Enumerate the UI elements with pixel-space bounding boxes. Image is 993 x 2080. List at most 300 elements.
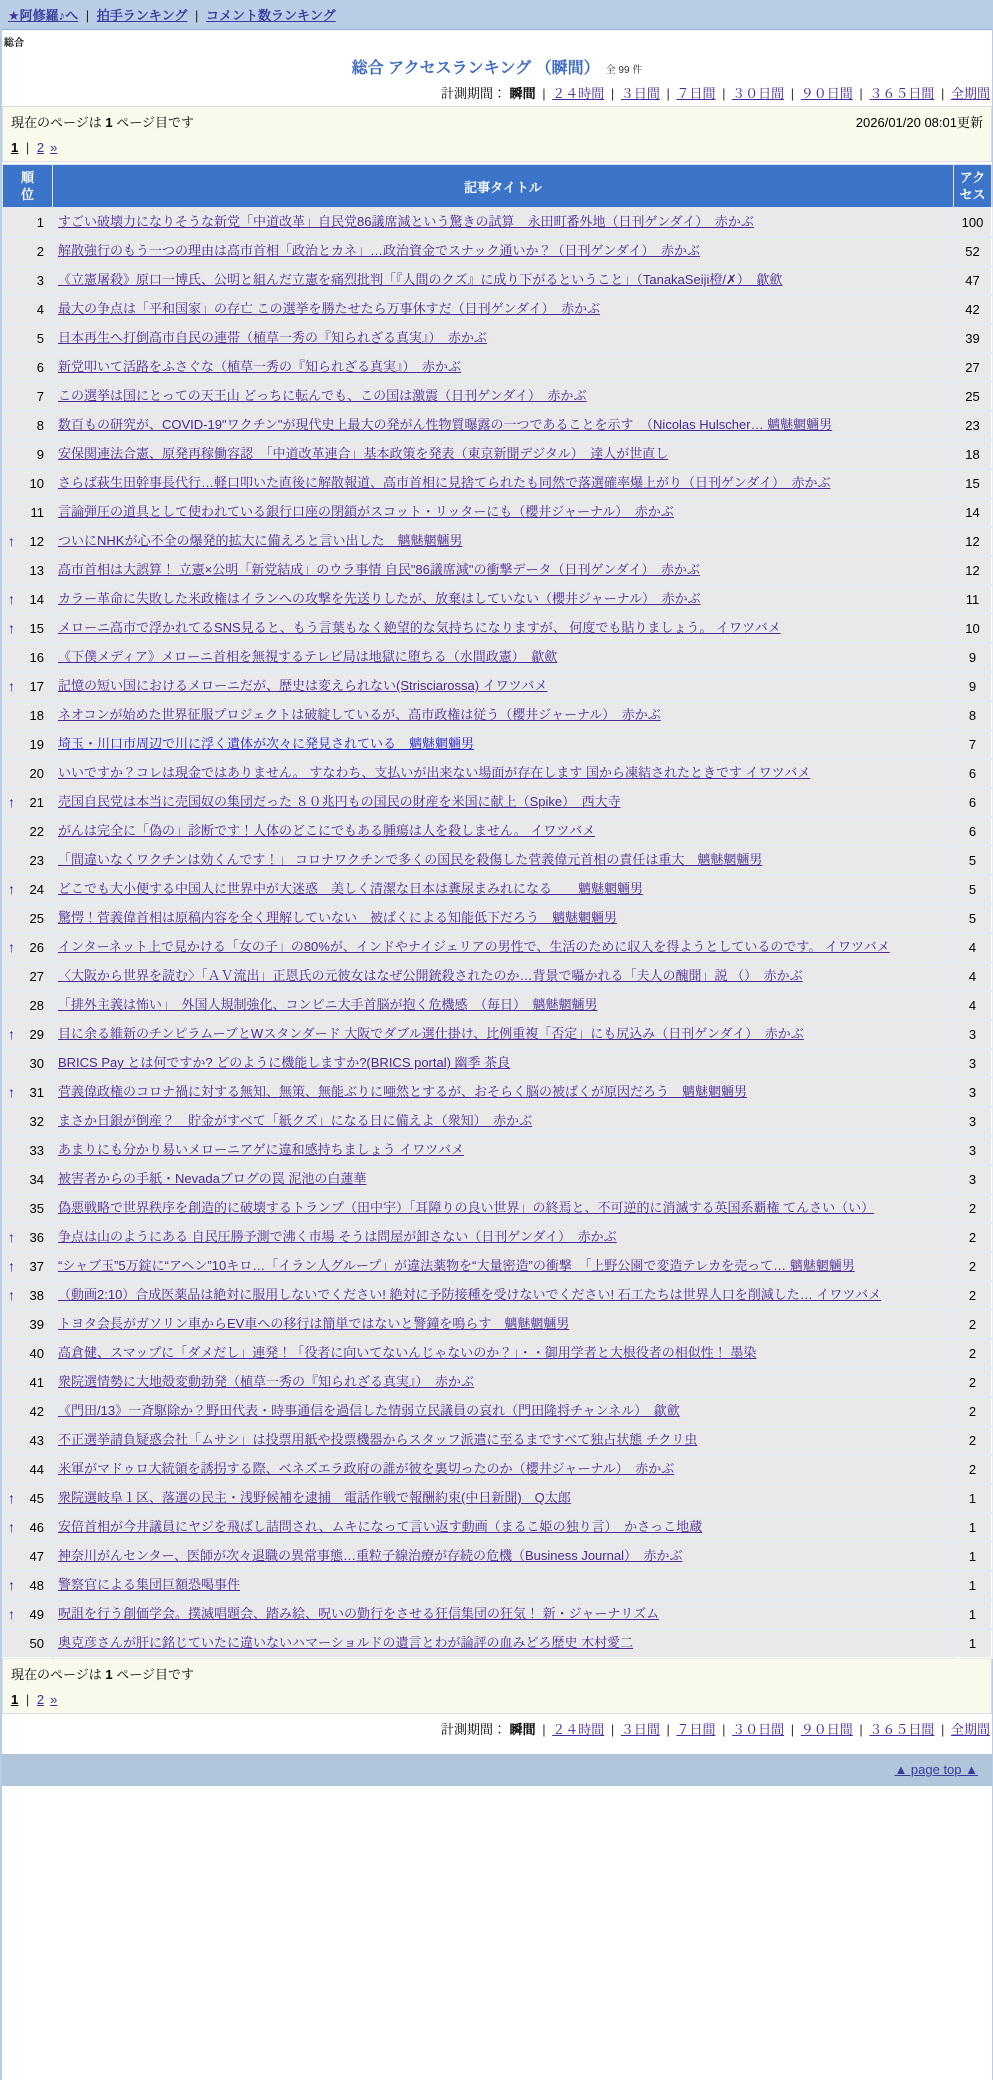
access-count: 1 — [954, 1484, 992, 1513]
article-link[interactable]: 売国自民党は本当に売国奴の集団だった ８０兆円もの国民の財産を米国に献上（Spike） 西大寺 — [58, 794, 621, 809]
title-cell — [53, 1020, 954, 1049]
article-link[interactable]: 解散強行のもう一つの理由は高市首相「政治とカネ」…政治資金でスナック通いか？（日刊ゲンダイ） 赤かぶ — [58, 243, 700, 258]
table-row — [3, 788, 992, 817]
pagination-page-link[interactable]: 2 — [36, 140, 45, 155]
rank-number: 11 — [30, 504, 44, 520]
title-cell — [53, 440, 954, 469]
article-link[interactable]: いいですか？コレは現金ではありません。 すなわち、支払いが出来ない場面が存在します 国から凍結されたときです イワツバメ — [58, 765, 811, 780]
article-link[interactable]: 新党叩いて活路をふさぐな（植草一秀の『知られざる真実』） 赤かぶ — [58, 359, 462, 374]
rank-wrap — [8, 389, 47, 404]
rank-wrap — [8, 1577, 47, 1593]
rank-number: 3 — [36, 272, 44, 288]
rank-cell — [3, 1194, 53, 1223]
title-cell — [53, 324, 954, 353]
rank-up-icon: ↑ — [8, 1287, 15, 1303]
pagination-next-link[interactable]: » — [50, 1692, 58, 1707]
rank-cell — [3, 411, 53, 440]
title-cell — [53, 1339, 954, 1368]
title-cell — [53, 585, 954, 614]
title-cell — [53, 904, 954, 933]
table-row — [3, 266, 992, 295]
rank-wrap — [8, 1026, 47, 1042]
rank-number: 8 — [36, 417, 44, 433]
pagination-current-page: 1 — [11, 1692, 19, 1707]
period-link[interactable]: 全期間 — [950, 86, 990, 101]
period-separator: | — [607, 1722, 618, 1737]
rank-number: 19 — [29, 736, 44, 752]
rank-cell — [3, 1281, 53, 1310]
top-nav-link-3[interactable]: コメント数ランキング — [206, 8, 336, 23]
pagination-next-link[interactable]: » — [50, 140, 58, 155]
table-row — [3, 353, 992, 382]
rank-number: 39 — [29, 1316, 44, 1332]
access-count: 52 — [954, 237, 992, 266]
rank-cell — [3, 1020, 53, 1049]
rank-number: 7 — [36, 388, 44, 404]
article-link[interactable]: ネオコンが始めた世界征服プロジェクトは破綻しているが、高市政権は従う（櫻井ジャーナル） 赤かぶ — [58, 707, 661, 722]
access-count: 6 — [954, 759, 992, 788]
period-link[interactable]: ９０日間 — [800, 1722, 853, 1737]
article-link[interactable]: ついにNHKが心不全の爆発的拡大に備えろと言い出した 魑魅魍魎男 — [58, 533, 463, 548]
current-page-number: 1 — [105, 115, 113, 130]
article-link[interactable]: 偽悪戦略で世界秩序を創造的に破壊するトランプ（田中宇）「耳障りの良い世界」の終焉と、不可逆的に消滅する英国系覇権 てんさい（い） — [58, 1200, 875, 1215]
period-separator: | — [718, 1722, 730, 1737]
pagination-top — [11, 140, 983, 155]
title-cell — [53, 1513, 954, 1542]
period-link[interactable]: 全期間 — [950, 1722, 990, 1737]
rank-cell — [3, 1107, 53, 1136]
title-cell — [53, 1542, 954, 1571]
access-count: 2 — [954, 1223, 992, 1252]
article-link[interactable]: この選挙は国にとっての天王山 どっちに転んでも、この国は激震（日刊ゲンダイ） 赤かぶ — [58, 388, 587, 403]
rank-number: 21 — [29, 794, 44, 810]
rank-up-icon: ↑ — [8, 794, 15, 810]
access-count: 4 — [954, 962, 992, 991]
rank-cell — [3, 1368, 53, 1397]
access-count: 3 — [954, 1107, 992, 1136]
rank-up-icon: ↑ — [8, 1519, 15, 1535]
period-link[interactable]: ２４時間 — [552, 1722, 605, 1737]
access-count: 2 — [954, 1397, 992, 1426]
rank-number: 6 — [36, 359, 44, 375]
title-cell — [53, 1194, 954, 1223]
rank-wrap — [8, 563, 47, 578]
rank-cell — [3, 498, 53, 527]
period-link[interactable]: ３日間 — [620, 86, 660, 101]
rank-number: 13 — [29, 562, 44, 578]
page-top-link[interactable]: ▲ page top ▲ — [894, 1762, 978, 1777]
article-link[interactable]: がんは完全に「偽の」診断です！人体のどこにでもある腫瘍は人を殺しません。 イワツバメ — [58, 823, 596, 838]
article-link[interactable]: 《門田/13》一斉駆除か？野田代表・時事通信を過信した情弱立民議員の哀れ（門田隆将チャンネル） 歙歛 — [58, 1403, 680, 1418]
pagination-current-page: 1 — [11, 140, 19, 155]
access-count: 3 — [954, 1020, 992, 1049]
table-row — [3, 527, 992, 556]
rank-cell — [3, 324, 53, 353]
article-link[interactable]: 驚愕！菅義偉首相は原稿内容を全く理解していない 被ばくによる知能低下だろう 魑魅魍魎男 — [58, 910, 618, 925]
current-page-prefix: 現在のページは — [11, 115, 106, 130]
article-link[interactable]: 不正選挙請負疑惑会社「ムサシ」は投票用紙や投票機器からスタッフ派遣に至るまですべて独占状態 チクリ虫 — [58, 1432, 698, 1447]
article-link[interactable]: さらば萩生田幹事長代行…軽口叩いた直後に解散報道、高市首相に見捨てられたも同然で落選確率爆上がり（日刊ゲンダイ） 赤かぶ — [58, 475, 831, 490]
top-navbar — [2, 0, 992, 30]
table-row — [3, 643, 992, 672]
rank-cell — [3, 1252, 53, 1281]
table-row — [3, 1513, 992, 1542]
rank-wrap — [8, 737, 47, 752]
period-separator: | — [538, 1722, 550, 1737]
period-separator: | — [538, 86, 550, 101]
title-cell — [53, 788, 954, 817]
bottom-bar — [2, 1754, 992, 1786]
article-link[interactable]: 最大の争点は「平和国家」の存亡 この選挙を勝たせたら万事休すだ（日刊ゲンダイ） 赤かぶ — [58, 301, 601, 316]
period-selector-bottom — [2, 1716, 992, 1742]
access-count: 2 — [954, 1310, 992, 1339]
article-link[interactable]: 〈大阪から世界を読む〉「ＡＶ流出」正恩氏の元彼女はなぜ公開銃殺されたのか…背景で囁かれる「夫人の醜聞」説 （） 赤かぶ — [58, 968, 803, 983]
rank-wrap — [8, 215, 47, 230]
rank-cell — [3, 266, 53, 295]
rank-wrap — [8, 824, 47, 839]
article-link[interactable]: 日本再生へ打倒高市自民の連帯（植草一秀の『知られざる真実』） 赤かぶ — [58, 330, 488, 345]
article-link[interactable]: BRICS Pay とは何ですか? どのように機能しますか?(BRICS portal) 幽季 茶良 — [58, 1055, 511, 1070]
pagination-page-link[interactable]: 2 — [36, 1692, 45, 1707]
article-link[interactable]: “シャブ玉”5万錠に“アヘン”10キロ…「イラン人グループ」が違法薬物を“大量密造”の衝撃 「上野公園で変造テレカを売って… 魑魅魍魎男 — [58, 1258, 855, 1273]
article-link[interactable]: 《立憲屠殺》原口一博氏、公明と組んだ立憲を痛烈批判「『人間のクズ』に成り下がるということ」（TanakaSeiji橙/✗） 歙歛 — [58, 272, 783, 287]
title-cell — [53, 266, 954, 295]
rank-up-icon: ↑ — [8, 1577, 15, 1593]
title-cell — [53, 991, 954, 1020]
period-separator: | — [937, 1722, 948, 1737]
period-separator: | — [787, 86, 798, 101]
title-cell — [53, 1165, 954, 1194]
rank-cell — [3, 759, 53, 788]
article-link[interactable]: カラー革命に失敗した米政権はイランへの攻撃を先送りしたが、放棄はしていない（櫻井ジャーナル） 赤かぶ — [58, 591, 701, 606]
page-info-top — [2, 106, 992, 162]
rank-wrap — [8, 853, 47, 868]
article-link[interactable]: 安倍首相が今井議員にヤジを飛ばし詰問され、ムキになって言い返す動画（まるこ姫の独り言） かさっこ地蔵 — [58, 1519, 703, 1534]
period-current: 瞬間 — [509, 86, 536, 101]
title-cell — [53, 1600, 954, 1629]
period-separator: | — [718, 86, 730, 101]
rank-wrap — [8, 794, 47, 810]
access-count: 100 — [954, 208, 992, 237]
table-row — [3, 701, 992, 730]
article-link[interactable]: 埼玉・川口市周辺で川に浮く遺体が次々に発見されている 魑魅魍魎男 — [58, 736, 475, 751]
access-count: 10 — [954, 614, 992, 643]
rank-cell — [3, 1484, 53, 1513]
access-count: 3 — [954, 1078, 992, 1107]
article-link[interactable]: 言論弾圧の道具として使われている銀行口座の閉鎖がスコット・リッターにも（櫻井ジャーナル） 赤かぶ — [58, 504, 674, 519]
rank-wrap — [8, 273, 47, 288]
page-info-bottom — [2, 1658, 992, 1714]
rank-number: 44 — [29, 1461, 44, 1477]
title-cell — [53, 1397, 954, 1426]
period-link[interactable]: ３０日間 — [732, 86, 785, 101]
rank-cell — [3, 295, 53, 324]
rank-cell — [3, 991, 53, 1020]
article-link[interactable]: 高市首相は大誤算！ 立憲×公明「新党結成」のウラ事情 自民"86議席減"の衝撃データ（日刊ゲンダイ） 赤かぶ — [58, 562, 700, 577]
page-title: 総合 アクセスランキング （瞬間） — [351, 60, 600, 77]
rank-number: 22 — [29, 823, 44, 839]
page-info-line — [11, 112, 983, 131]
rank-wrap — [8, 418, 47, 433]
period-link[interactable]: ９０日間 — [800, 86, 853, 101]
access-count: 9 — [954, 672, 992, 701]
rank-wrap — [8, 1114, 47, 1129]
article-link[interactable]: 争点は山のようにある 自民圧勝予測で沸く市場 そうは問屋が卸さない（日刊ゲンダイ） 赤かぶ — [58, 1229, 617, 1244]
table-row — [3, 1571, 992, 1600]
rank-cell — [3, 1165, 53, 1194]
table-row — [3, 1223, 992, 1252]
rank-wrap — [8, 620, 47, 636]
article-link[interactable]: 神奈川がんセンター、医師が次々退職の異常事態…重粒子線治療が存続の危機（Business Journal） 赤かぶ — [58, 1548, 683, 1563]
table-row — [3, 1542, 992, 1571]
period-links — [536, 1722, 990, 1737]
article-link[interactable]: 安保関連法合憲、原発再稼働容認 「中道改革連合」基本政策を発表（東京新聞デジタル） 達人が世直し — [58, 446, 669, 461]
article-link[interactable]: 《下僕メディア》メローニ首相を無視するテレビ局は地獄に堕ちる（水間政憲） 歙歛 — [58, 649, 558, 664]
title-cell — [53, 527, 954, 556]
rank-number: 30 — [29, 1055, 44, 1071]
title-cell — [53, 498, 954, 527]
pagination-bottom — [11, 1692, 983, 1707]
table-row — [3, 1281, 992, 1310]
rank-wrap — [8, 1143, 47, 1158]
period-separator: | — [662, 86, 674, 101]
rank-number: 16 — [29, 649, 44, 665]
access-count: 1 — [954, 1513, 992, 1542]
access-count: 42 — [954, 295, 992, 324]
rank-cell — [3, 614, 53, 643]
rank-number: 34 — [29, 1171, 44, 1187]
rank-up-icon: ↑ — [8, 678, 15, 694]
rank-wrap — [8, 591, 47, 607]
ranking-table — [2, 164, 992, 1658]
access-count: 8 — [954, 701, 992, 730]
rank-number: 29 — [29, 1026, 44, 1042]
table-row — [3, 208, 992, 237]
table-row — [3, 962, 992, 991]
title-cell — [53, 730, 954, 759]
period-link[interactable]: ３６５日間 — [869, 86, 935, 101]
table-row — [3, 991, 992, 1020]
access-count: 23 — [954, 411, 992, 440]
article-link[interactable]: 高倉健、スマップに「ダメだし」連発！「役者に向いてないんじゃないのか？」・・御用学者と大根役者の相似性！ 墨染 — [58, 1345, 757, 1360]
rank-cell — [3, 353, 53, 382]
rank-number: 31 — [29, 1084, 44, 1100]
period-link[interactable]: ７日間 — [676, 1722, 716, 1737]
rank-up-icon: ↑ — [8, 591, 15, 607]
table-row — [3, 1426, 992, 1455]
top-nav-link-2[interactable]: 拍手ランキング — [96, 8, 188, 23]
rank-cell — [3, 788, 53, 817]
table-row — [3, 730, 992, 759]
rank-wrap — [8, 1606, 47, 1622]
rank-number: 5 — [36, 330, 44, 346]
rank-wrap — [8, 1490, 47, 1506]
access-count: 39 — [954, 324, 992, 353]
article-link[interactable]: 菅義偉政権のコロナ禍に対する無知、無策、無能ぶりに唖然とするが、おそらく脳の被ばくが原因だろう 魑魅魍魎男 — [58, 1084, 748, 1099]
rank-cell — [3, 672, 53, 701]
title-cell — [53, 295, 954, 324]
article-link[interactable]: 数百もの研究が、COVID-19"ワクチン"が現代史上最大の発がん性物質曝露の一つであることを示す （Nicolas Hulscher… 魑魅魍魎男 — [58, 417, 833, 432]
access-count: 1 — [954, 1571, 992, 1600]
rank-wrap — [8, 533, 47, 549]
updated-timestamp: 2026/01/20 08:01更新 — [855, 115, 983, 130]
rank-cell — [3, 1542, 53, 1571]
column-header-access: アクセス — [954, 165, 992, 208]
rank-number: 32 — [29, 1113, 44, 1129]
title-cell — [53, 846, 954, 875]
rank-number: 4 — [36, 301, 44, 317]
rank-number: 38 — [29, 1287, 44, 1303]
article-link[interactable]: インターネット上で見かける「女の子」の80%が、インドやナイジェリアの男性で、生活のために収入を得ようとしているのです。 イワツバメ — [58, 939, 890, 954]
rank-cell — [3, 1310, 53, 1339]
article-link[interactable]: 呪詛を行う創価学会。撲滅唱題会、踏み絵、呪いの勤行をさせる狂信集団の狂気！ 新・ジャーナリズム — [58, 1606, 660, 1621]
table-row — [3, 1455, 992, 1484]
rank-cell — [3, 817, 53, 846]
article-link[interactable]: トヨタ会長がガソリン車からEV車への移行は簡単ではないと警鐘を鳴らす 魑魅魍魎男 — [58, 1316, 570, 1331]
article-link[interactable]: 目に余る維新のチンピラムーブとWスタンダード 大阪でダブル選仕掛け、比例重複「否定」にも尻込み（日刊ゲンダイ） 赤かぶ — [58, 1026, 804, 1041]
rank-wrap — [8, 1201, 47, 1216]
title-cell — [53, 1223, 954, 1252]
nav-separator: | — [191, 8, 202, 23]
rank-number: 27 — [29, 968, 44, 984]
rank-wrap — [8, 505, 47, 520]
article-link[interactable]: 衆院選岐阜１区、落選の民主・浅野候補を逮捕 電話作戦で報酬約束(中日新聞) Q太郎 — [58, 1490, 571, 1505]
article-link[interactable]: 奥克彦さんが肝に銘じていたに違いないハマーショルドの遺言とわが論評の血みどろ歴史 木村愛二 — [58, 1635, 634, 1650]
article-link[interactable]: 「排外主義は怖い」 外国人規制強化、コンビニ大手首脳が抱く危機感 （毎日） 魑魅魍魎男 — [58, 997, 598, 1012]
rank-cell — [3, 1629, 53, 1658]
rank-wrap — [8, 911, 47, 926]
rank-wrap — [8, 1404, 47, 1419]
access-count: 5 — [954, 875, 992, 904]
access-count: 4 — [954, 991, 992, 1020]
rank-up-icon: ↑ — [8, 1490, 15, 1506]
article-link[interactable]: 警察官による集団巨額恐喝事件 — [58, 1577, 241, 1592]
rank-cell — [3, 701, 53, 730]
article-link[interactable]: 記憶の短い国におけるメローニだが、歴史は変えられない(Strisciarossa) イワツバメ — [58, 678, 548, 693]
title-cell — [53, 1252, 954, 1281]
rank-wrap — [8, 1056, 47, 1071]
title-cell — [53, 556, 954, 585]
rank-cell — [3, 1078, 53, 1107]
title-cell — [53, 1368, 954, 1397]
pagination-separator: | — [22, 1692, 33, 1707]
rank-cell — [3, 904, 53, 933]
column-header-rank: 順位 — [3, 165, 53, 208]
rank-up-icon: ↑ — [8, 1026, 15, 1042]
table-row — [3, 1600, 992, 1629]
rank-wrap — [8, 708, 47, 723]
rank-number: 26 — [29, 939, 44, 955]
total-count: 全 99 件 — [605, 65, 643, 76]
table-row — [3, 411, 992, 440]
title-cell — [53, 672, 954, 701]
title-cell — [53, 1426, 954, 1455]
article-link[interactable]: どこでも大小便する中国人に世界中が大迷惑 美しく清潔な日本は糞尿まみれになる 魑魅魍魎男 — [58, 881, 644, 896]
rank-wrap — [8, 1229, 47, 1245]
table-row — [3, 759, 992, 788]
title-cell — [53, 759, 954, 788]
article-link[interactable]: 「間違いなくワクチンは効くんです！」 コロナワクチンで多くの国民を殺傷した菅義偉元首相の責任は重大 魑魅魍魎男 — [58, 852, 763, 867]
current-page-prefix: 現在のページは — [11, 1667, 106, 1682]
table-row — [3, 324, 992, 353]
period-separator: | — [607, 86, 618, 101]
title-cell — [53, 353, 954, 382]
rank-number: 37 — [29, 1258, 44, 1274]
rank-wrap — [8, 1375, 47, 1390]
table-row — [3, 614, 992, 643]
article-link[interactable]: 衆院選情勢に大地殻変動勃発（植草一秀の『知られざる真実』） 赤かぶ — [58, 1374, 475, 1389]
table-row — [3, 440, 992, 469]
current-page-text — [11, 112, 194, 131]
rank-up-icon: ↑ — [8, 1084, 15, 1100]
table-row — [3, 1020, 992, 1049]
rank-wrap — [8, 1172, 47, 1187]
title-cell — [53, 1107, 954, 1136]
top-nav-link-1[interactable]: ★阿修羅♪へ — [8, 8, 79, 23]
access-count: 14 — [954, 498, 992, 527]
period-separator: | — [787, 1722, 798, 1737]
column-header-title: 記事タイトル — [53, 165, 954, 208]
article-link[interactable]: （動画2:10）合成医薬品は絶対に服用しないでください! 絶対に予防接種を受けないでください! 石工たちは世界人口を削減した… イワツバメ — [58, 1287, 882, 1302]
rank-wrap — [8, 447, 47, 462]
table-row — [3, 1165, 992, 1194]
table-row — [3, 904, 992, 933]
rank-cell — [3, 208, 53, 237]
rank-number: 28 — [29, 997, 44, 1013]
article-link[interactable]: あまりにも分かり易いメローニアゲに違和感持ちましょう イワツバメ — [58, 1142, 464, 1157]
rank-number: 2 — [36, 243, 44, 259]
current-page-suffix: ページ目です — [112, 115, 194, 130]
table-row — [3, 1136, 992, 1165]
article-link[interactable]: 米軍がマドゥロ大統領を誘拐する際、ベネズエラ政府の誰が彼を裏切ったのか（櫻井ジャーナル） 赤かぶ — [58, 1461, 675, 1476]
access-count: 3 — [954, 1049, 992, 1078]
rank-number: 25 — [29, 910, 44, 926]
access-count: 1 — [954, 1629, 992, 1658]
period-link[interactable]: ３０日間 — [732, 1722, 785, 1737]
title-cell — [53, 237, 954, 266]
article-link[interactable]: まさか日銀が倒産？ 貯金がすべて「紙クズ」になる日に備えよ（衆知） 赤かぶ — [58, 1113, 533, 1128]
rank-wrap — [8, 1287, 47, 1303]
access-count: 6 — [954, 788, 992, 817]
rank-cell — [3, 1049, 53, 1078]
period-link[interactable]: ７日間 — [676, 86, 716, 101]
rank-cell — [3, 846, 53, 875]
rank-wrap — [8, 1519, 47, 1535]
rank-up-icon: ↑ — [8, 939, 15, 955]
rank-cell — [3, 933, 53, 962]
article-link[interactable]: 被害者からの手紙・Nevadaブログの罠 泥池の白蓮華 — [58, 1171, 367, 1186]
table-row — [3, 1049, 992, 1078]
access-count: 2 — [954, 1252, 992, 1281]
period-link[interactable]: ２４時間 — [552, 86, 605, 101]
top-nav-links — [8, 8, 336, 23]
access-count: 18 — [954, 440, 992, 469]
current-page-number: 1 — [105, 1667, 113, 1682]
period-label: 計測期間： — [440, 86, 506, 101]
rank-cell — [3, 1339, 53, 1368]
access-count: 15 — [954, 469, 992, 498]
period-link[interactable]: ３６５日間 — [869, 1722, 935, 1737]
title-cell — [53, 382, 954, 411]
article-link[interactable]: メローニ高市で浮かれてるSNS見ると、もう言葉もなく絶望的な気持ちになりますが、 何度でも貼りましょう。 イワツバメ — [58, 620, 781, 635]
current-page-text — [11, 1664, 194, 1683]
rank-number: 18 — [29, 707, 44, 723]
article-link[interactable]: すごい破壊力になりそうな新党「中道改革」自民党86議席減という驚きの試算 永田町番外地（日刊ゲンダイ） 赤かぶ — [58, 214, 754, 229]
title-cell — [53, 614, 954, 643]
period-current: 瞬間 — [509, 1722, 536, 1737]
rank-wrap — [8, 331, 47, 346]
period-link[interactable]: ３日間 — [620, 1722, 660, 1737]
